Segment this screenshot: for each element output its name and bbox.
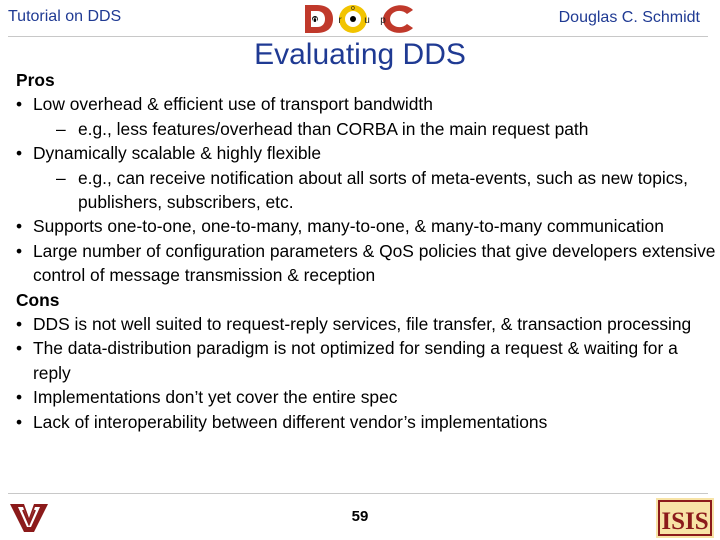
cons-bullet-2 [16,336,716,385]
pros-subbullet-1 [16,117,716,141]
cons-bullet-3-text: Implementations don’t yet cover the entire spec [33,387,398,408]
header-author: Douglas C. Schmidt [558,9,700,26]
pros-bullet-2-text: Dynamically scalable & highly flexible [33,143,322,164]
logo-letter-r: r [338,15,342,26]
bullet-marker: • [16,411,23,432]
pros-bullet-3-text: Supports one-to-one, one-to-many, many-to-one, & many-to-many communication [33,216,664,237]
cons-bullet-1-text: DDS is not well suited to request-reply services, file transfer, & transaction processing [33,314,692,335]
bullet-marker: • [16,94,23,115]
pros-bullet-4 [16,239,716,288]
cons-bullet-2-text: The data-distribution paradigm is not optimized for sending a request & waiting for a reply [33,338,678,383]
dash-marker: – [56,118,66,139]
pros-bullet-4-text: Large number of configuration parameters & QoS policies that give developers extensive control of message transmission & reception [33,240,716,286]
header-divider [8,36,708,37]
bullet-marker: • [16,314,23,335]
footer-divider [8,493,708,494]
pros-subbullet-2 [16,166,716,215]
logo-letter-u: u [364,15,370,26]
cons-bullet-1 [16,312,716,336]
isis-logo [656,498,714,538]
logo-letter-g: g [312,15,318,26]
slide-body [16,68,716,434]
header-course-title: Tutorial on DDS [8,8,122,25]
pros-bullet-2 [16,141,716,165]
pros-bullet-1-text: Low overhead & efficient use of transport bandwidth [33,94,433,115]
cons-bullet-4 [16,410,716,434]
bullet-marker: • [16,143,23,164]
pros-bullet-3 [16,214,716,238]
bullet-marker: • [16,338,23,359]
logo-letter-p: p [380,15,386,26]
pros-heading: Pros [16,70,55,90]
bullet-marker: • [16,387,23,408]
page-number: 59 [351,508,369,525]
bullet-marker: • [16,216,23,237]
cons-bullet-4-text: Lack of interoperability between different vendor’s implementations [33,411,548,432]
cons-heading: Cons [16,289,60,310]
cons-bullet-3 [16,385,716,409]
logo-letter-o: o [351,5,355,12]
pros-bullet-1 [16,92,716,116]
pros-subbullet-1-text: e.g., less features/overhead than CORBA in the main request path [78,118,589,139]
doc-group-logo [303,2,419,36]
dash-marker: – [56,167,66,188]
slide-title: Evaluating DDS [254,38,466,71]
isis-logo-text: ISIS [661,508,709,535]
pros-subbullet-2-text: e.g., can receive notification about all sorts of meta-events, such as new topics, publishers, subscribers, etc. [78,167,688,213]
bullet-marker: • [16,240,23,261]
